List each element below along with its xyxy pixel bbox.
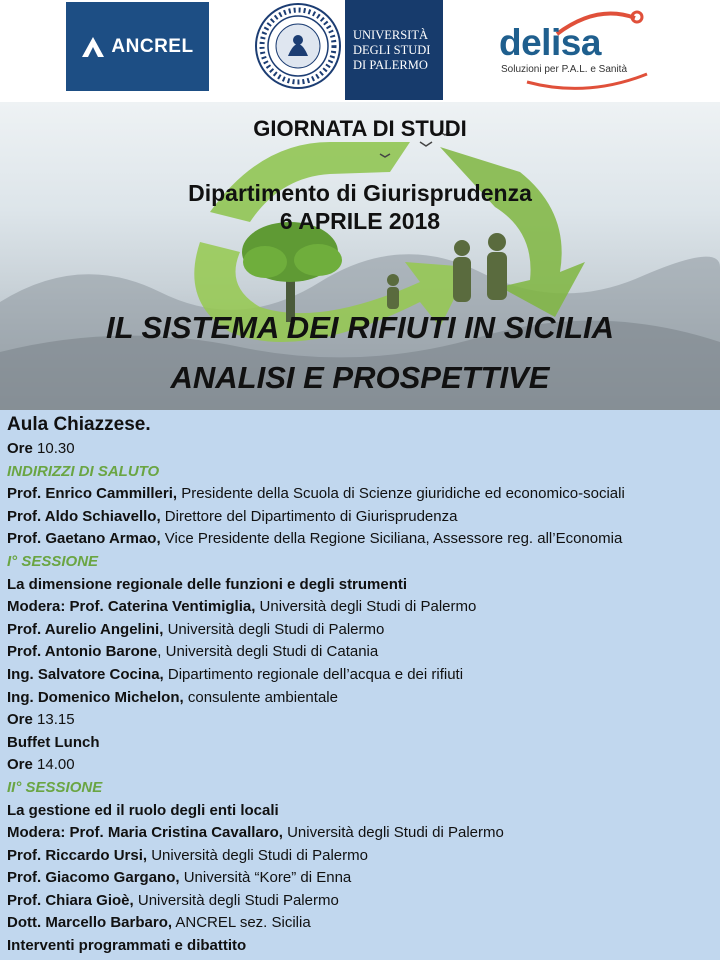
row-name: Prof. Antonio Barone <box>7 643 158 661</box>
row-detail: Università degli Studi di Palermo <box>147 846 368 864</box>
program-row <box>7 845 720 868</box>
venue: Aula Chiazzese. <box>7 414 151 435</box>
row-name: Prof. Gaetano Armao, <box>7 530 161 548</box>
program-row <box>7 596 720 619</box>
program-row <box>7 709 720 732</box>
hero-banner <box>0 102 720 410</box>
program-row <box>7 506 720 529</box>
program-row <box>7 619 720 642</box>
delisa-logo-text: delisa <box>499 22 601 63</box>
program-row <box>7 438 720 461</box>
row-detail: ANCREL sez. Sicilia <box>172 914 311 932</box>
row-name: Ore <box>7 711 33 729</box>
delisa-logo <box>497 8 657 92</box>
program-row <box>7 687 720 710</box>
unipa-logo-line: DI PALERMO <box>353 57 428 72</box>
program-list <box>7 438 720 958</box>
program-row <box>7 754 720 777</box>
event-type: GIORNATA DI STUDI <box>253 116 467 141</box>
row-detail: Presidente della Scuola di Scienze giuridiche ed economico-sociali <box>177 485 625 503</box>
row-detail: 13.15 <box>32 711 75 729</box>
row-detail: , Università degli Studi di Catania <box>157 643 379 661</box>
logo-band <box>0 0 720 102</box>
ancrel-logo <box>66 2 209 91</box>
ancrel-logo-text: ANCREL <box>111 35 194 57</box>
program-row <box>7 664 720 687</box>
session-title: INDIRIZZI DI SALUTO <box>7 462 160 480</box>
university-seal-icon <box>254 2 342 90</box>
program-row <box>7 912 720 935</box>
row-name: Prof. Aurelio Angelini, <box>7 620 164 638</box>
row-detail: Direttore del Dipartimento di Giurisprudenza <box>160 507 458 525</box>
row-name: La dimensione regionale delle funzioni e degli strumenti <box>7 575 408 593</box>
program-row <box>7 732 720 755</box>
program-row <box>7 574 720 597</box>
row-name: Interventi programmati e dibattito <box>7 937 247 955</box>
program-panel <box>0 410 720 960</box>
unipa-logo <box>345 0 443 100</box>
row-detail: 10.30 <box>32 440 75 457</box>
row-name: Modera: Prof. Maria Cristina Cavallaro, <box>7 824 283 842</box>
row-name: La gestione ed il ruolo degli enti locali <box>7 801 279 819</box>
row-name: Ore <box>7 756 33 774</box>
row-detail: Università degli Studi Palermo <box>133 891 339 909</box>
row-detail: Università degli Studi di Palermo <box>163 620 385 638</box>
row-name: Prof. Giacomo Gargano, <box>7 869 180 887</box>
row-name: Ore <box>7 440 33 457</box>
program-row <box>7 935 720 958</box>
row-name: Ing. Domenico Michelon, <box>7 688 184 706</box>
department: Dipartimento di Giurisprudenza <box>188 180 532 206</box>
row-detail: 14.00 <box>32 756 75 774</box>
row-name: Prof. Riccardo Ursi, <box>7 846 148 864</box>
subheadline: ANALISI E PROSPETTIVE <box>170 360 550 395</box>
session-heading <box>7 461 720 484</box>
row-detail: Dipartimento regionale dell’acqua e dei rifiuti <box>163 665 464 683</box>
delisa-tagline: Soluzioni per P.A.L. e Sanità <box>501 64 628 75</box>
session-title: I° SESSIONE <box>7 552 99 570</box>
row-detail: consulente ambientale <box>183 688 338 706</box>
row-name: Modera: Prof. Caterina Ventimiglia, <box>7 598 256 616</box>
program-row <box>7 528 720 551</box>
program-row <box>7 641 720 664</box>
row-detail: Università “Kore” di Enna <box>179 869 352 887</box>
session-heading <box>7 551 720 574</box>
row-name: Dott. Marcello Barbaro, <box>7 914 173 932</box>
row-name: Prof. Chiara Gioè, <box>7 891 134 909</box>
row-name: Ing. Salvatore Cocina, <box>7 665 164 683</box>
event-date: 6 APRILE 2018 <box>279 208 441 234</box>
session-heading <box>7 777 720 800</box>
session-title: II° SESSIONE <box>7 778 103 796</box>
row-detail: Università degli Studi di Palermo <box>282 824 504 842</box>
program-row <box>7 867 720 890</box>
program-row <box>7 822 720 845</box>
unipa-logo-line: UNIVERSITÀ <box>353 27 428 42</box>
headline: IL SISTEMA DEI RIFIUTI IN SICILIA <box>105 310 615 345</box>
row-name: Prof. Aldo Schiavello, <box>7 507 161 525</box>
unipa-logo-line: DEGLI STUDI <box>353 42 431 57</box>
ancrel-mark-icon <box>81 36 105 58</box>
program-row <box>7 483 720 506</box>
row-detail: Vice Presidente della Regione Siciliana, Assessore reg. all’Economia <box>160 530 623 548</box>
row-name: Buffet Lunch <box>7 733 100 751</box>
program-row <box>7 890 720 913</box>
row-detail: Università degli Studi di Palermo <box>255 598 477 616</box>
program-row <box>7 800 720 823</box>
row-name: Prof. Enrico Cammilleri, <box>7 485 178 503</box>
